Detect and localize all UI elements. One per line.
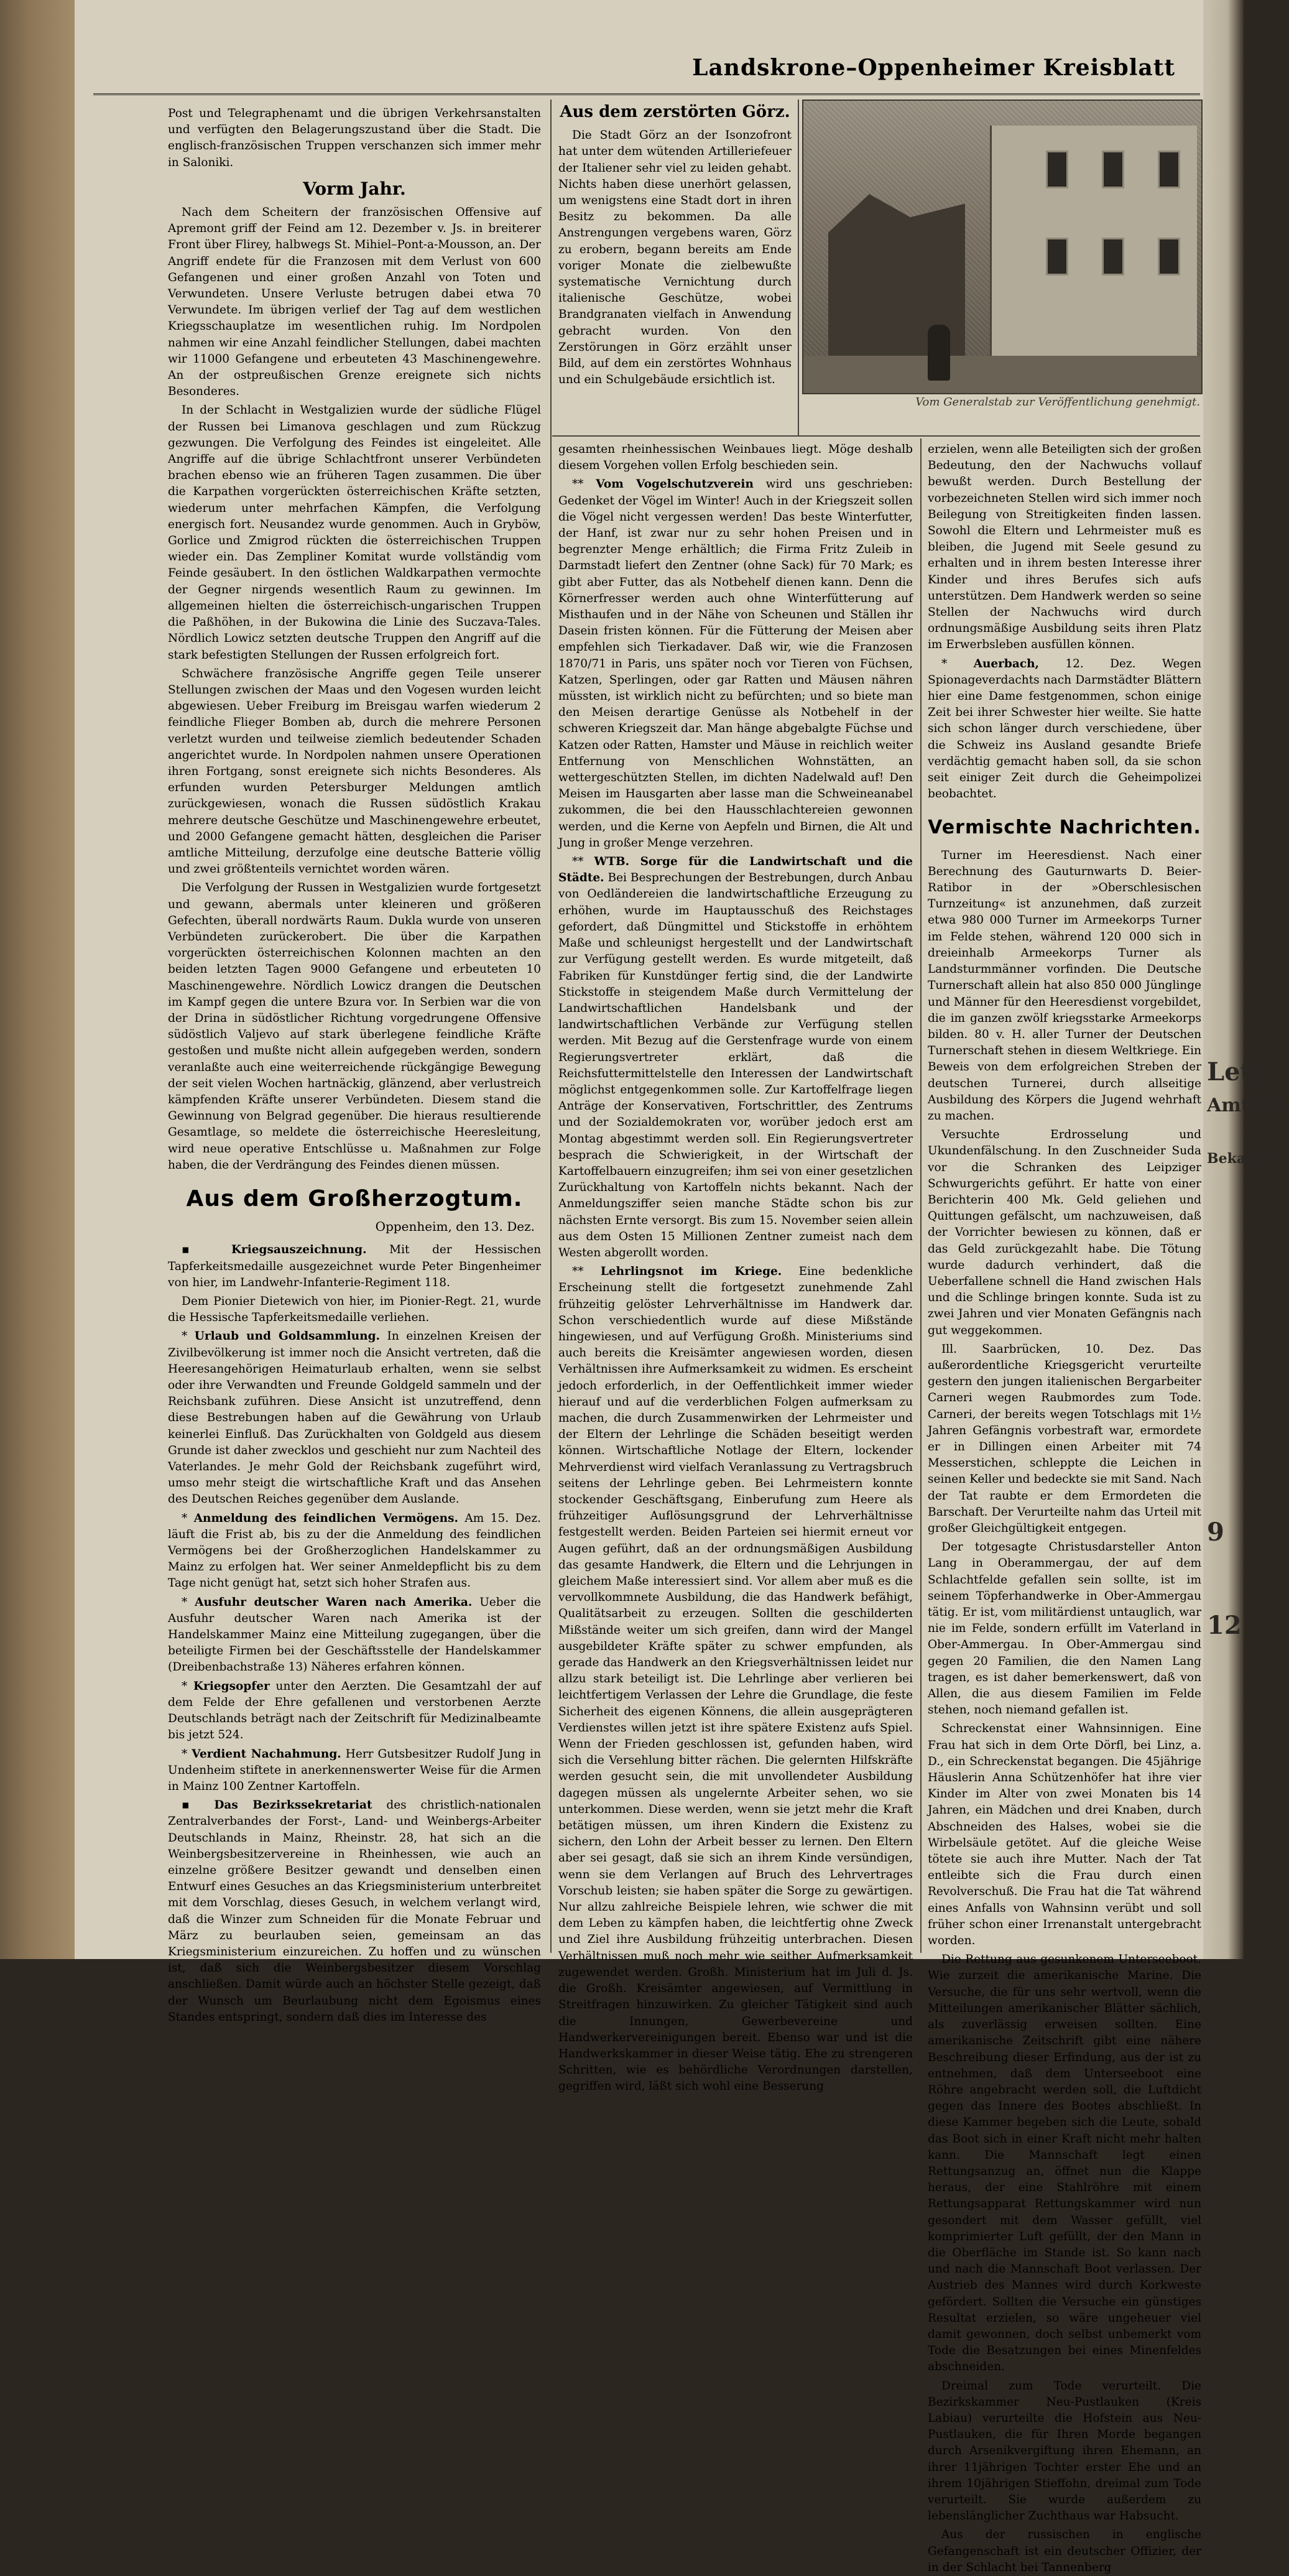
item-head: Anmeldung des feindlichen Vermögens.	[193, 1511, 458, 1525]
item-ausfuhr: * Ausfuhr deutscher Waren nach Amerika. Ueber die Ausfuhr deutscher Waren nach Amerika ist der Handelskammer Mainz eine Mitteilung zugegangen, über die beteiligte Firmen bei der Geschäftsstelle der Handelskammer (Dreibenbachstraße 13) Näheres erfahren können.	[168, 1595, 541, 1674]
column-left	[168, 106, 541, 2024]
news-unterseeboot: Die Rettung aus gesunkenem Unterseeboot. Wie zurzeit die amerikanische Marine. Die Versuche, die für uns sehr wertvoll, wenn die Mitteilungen amerikanischer Blätter sächlich, als zuverlässig erweisen sollten. Eine amerikanische Zeitschrift gibt eine nähere Beschreibung dieser Erfindung, aus der ist zu entnehmen, daß dem Unterseeboot eine Röhre angebracht werden soll, die Luftdicht gegen das Innere des Bootes abschließt. In diese Kammer begeben sich die Leute, sobald das Boot sich in einer Kraft nicht mehr halten kann. Die Mannschaft legt einen Rettungsanzug an, öffnet nun die Klappe heraus, der eine Stahlröhre mit einem Rettungsapparat Rettungskammer wird nun gesondert mit dem Wasser gefüllt, viel komprimierter Luft gefüllt, der den Mann in die Oberfläche im Stande ist. So kann nach und nach die Mannschaft Boot verlassen. Der Austrieb des Mannes wird durch Korkweste gefördert. Sollten die Versuche ein günstiges Resultat erzielen, so wäre ungeheuer viel damit gewonnen, doch selbst unbemerkt vom Tode die Besatzungen bei eines Minenfeldes abschneiden.	[928, 1953, 1201, 2374]
photo-soldier	[928, 325, 950, 381]
item-bezirkssekretariat: ▪ Das Bezirkssekretariat des christlich-nationalen Zentralverbandes der Forst-, Land- und Weinbergs-Arbeiter Deutschlands in Mainz, Rheinstr. 28, hat sich an die Weinbergsbesitzervereine in Rheinhessen, wie auch an einzelne größere Besitzer gewandt und denselben einen Entwurf eines Gesuches an das Kriegsministerium unterbreitet mit dem Vorschlag, dieses Gesuch, in welchem verlangt wird, daß die Winzer zum Schneiden für die Monate Februar und März zu beurlauben seien, gemeinsam an das Kriegsministerium einzureichen. Zu hoffen und zu wünschen ist, daß sich die Weinbergsbesitzer diesem Vorschlag anschließen. Damit würde auch an höchster Stelle gezeigt, daß der Wunsch um Beurlaubung nicht dem Egoismus eines Standes entspringt, sondern daß dies im Interesse des	[168, 1799, 541, 2024]
edge-fragment: 12	[1207, 1611, 1242, 1640]
item-vogelschutz: ** Vom Vogelschutzverein wird uns geschrieben: Gedenket der Vögel im Winter! Auch in der Kriegszeit sollen die Vögel nicht vergessen werden! Das beste Winterfutter, der Hanf, ist zwar nur zu sehr hohen Preisen und in begrenzter Menge erhältlich; die Firma Fritz Zuleib in Darmstadt liefert den Zentner (ohne Sack) für 70 Mark; es gibt aber Futter, das als Notbehelf dienen kann. Denn die Körnerfresser werden auch ohne Winterfütterung auf Misthaufen und in der Nähe von Scheunen und Ställen ihr Dasein fristen können. Für die Fütterung der Meisen aber empfehlen sich Tierkadaver. Daß wir, wie die Franzosen 1870/71 in Paris, uns später noch vor Tieren von Füchsen, Katzen, Sperlingen, oder gar Ratten und Mäusen nähren müssten, ist wirklich nicht zu befürchten; und so biete man den Meisen derartige Genüsse als Notbehelf in der schweren Kriegszeit dar. Man hänge abgebalgte Füchse und Katzen oder Ratten, Hamster und Mäuse in reichlich weiter Entfernung von Menschlichen Wohnstätten, an wettergeschützten Stellen, im dichten Nadelwald auf! Den Meisen im Hausgarten aber lasse man die Schweineanabel zukommen, die bei den Hausschlachtereien gewonnen werden, und die Kerne von Aepfeln und Birnen, die Alt und Jung in großer Menge verzehren.	[558, 478, 913, 850]
news-schreckenstat: Schreckenstat einer Wahnsinnigen. Eine Frau hat sich in dem Orte Dörfl, bei Linz, a. D., ein Schreckenstat begangen. Die 45jährige Häuslerin Anna Schützenhöfer hat ihre vier Kinder im Alter von zwei Monaten bis 14 Jahren, ein Mädchen und drei Knaben, durch Abschneiden des Halses, wobei sie die Wirbelsäule getötet. Auf die gleiche Weise tötete sie auch ihre Mutter. Nach der Tat entleibte sich die Frau durch einen Revolverschuß. Die Frau hat die Tat während eines Anfalls von Wahnsinn verübt und soll früher schon einer Irrenanstalt untergebracht worden.	[928, 1722, 1201, 1948]
intro-text: Post und Telegraphenamt und die übrigen Verkehrsanstalten und verfügten den Belagerungszustand über die Stadt. Die englisch-französischen Truppen verschanzen sich immer mehr in Saloniki.	[168, 107, 541, 169]
news-erdrosselung: Versuchte Erdrosselung und Ukundenfälschung. In den Zuschneider Suda vor die Schranken des Leipziger Schwurgerichts geführt. Er hatte von einer Berichterin 400 Mk. Geld geliehen und Quittungen gefälscht, um nachzuweisen, daß der Vorrichter bewiesen zu können, daß er das Geld zurückgezahlt habe. Die Tötung wurde dadurch verhindert, daß die Ueberfallene schnell die Hand zwischen Hals und die Schlinge bringen konnte. Suda ist zu zwei Jahren und vier Monaten Gefängnis nach gut weggekommen.	[928, 1128, 1201, 1337]
vorm-jahr-p2: In der Schlacht in Westgalizien wurde der südliche Flügel der Russen bei Limanova geschlagen und zum Rückzug gezwungen. Die Verfolgung des Feindes ist eingeleitet. Alle Angriffe auf die übrige Schlachtfront unserer Verbündeten brachen ebenso wie an früheren Tagen zusammen. Die über die Karpathen vorgerückten österreichischen Kräfte setzten, wiederum unter mehrfachen Kämpfen, die Verfolgung energisch fort. Neusandez wurde genommen. Auch in Gryböw, Gorlice und Zmigrod rückten die österreichischen Truppen wieder ein. Das Zempliner Komitat wurde vollständig vom Feinde gesäubert. In den östlichen Waldkarpathen vermochte der Gegner nirgends wesentlich Raum zu gewinnen. Im allgemeinen hielten die österreichisch-ungarischen Truppen die Paßhöhen, in der Bukowina die Linie des Suczava-Tales. Nördlich Lowicz setzten deutsche Truppen den Angriff auf die stark befestigten Stellungen der Russen erfolgreich fort.	[168, 404, 541, 662]
goerz-text: Die Stadt Görz an der Isonzofront hat unter dem wütenden Artilleriefeuer der Italiener sehr viel zu leiden gehabt. Nichts haben diese unerhört gelassen, um wenigstens eine Stadt dort in ihren Besitz zu bekommen. Da alle Anstrengungen vergebens waren, Görz zu erobern, begann bereits am Ende voriger Monate die zielbewußte systematische Vernichtung durch italienische Geschütze, wobei Brandgranaten vielfach in Anwendung gebracht wurden. Von den Zerstörungen in Görz erzählt unser Bild, auf dem ein zerstörtes Wohnhaus und ein Schulgebäude ersichtlich ist.	[558, 129, 792, 387]
item-pionier: Dem Pionier Dietewich von hier, im Pionier-Regt. 21, wurde die Hessische Tapferkeitsmedaille verliehen.	[168, 1295, 541, 1325]
photo-window	[1158, 238, 1180, 276]
photo-window	[1102, 238, 1124, 276]
item-head: Ausfuhr deutscher Waren nach Amerika.	[195, 1595, 473, 1609]
goerz-title: Aus dem zerstörten Görz.	[560, 103, 790, 121]
grossherzogtum-title: Aus dem Großherzogtum.	[186, 1186, 523, 1212]
column-goerz	[558, 103, 792, 432]
edge-fragment: Letz	[1207, 1057, 1266, 1086]
item-auerbach: * Auerbach, 12. Dez. Wegen Spionageverdachts nach Darmstädter Blättern hier eine Dame festgenommen, schon einige Zeit bei ihrer Schwester hier weilte. Sie hatte sich schon länger durch verschiedene, über die Schweiz ins Ausland gesandte Briefe verdächtig gemacht haben soll, da sie schon seit einiger Zeit durch die Geheimpolizei beobachtet.	[928, 657, 1201, 801]
photo-window	[1046, 238, 1068, 276]
col4-intro: erzielen, wenn alle Beteiligten sich der großen Bedeutung, den der Nachwuchs vollauf bewußt werden. Durch Bestellung der vorbezeichneten Stellen wird sich immer noch Beilegung von Streitigkeiten finden lassen. Sowohl die Eltern und Lehrmeister muß es bleiben, die Jugend mit Seele gesund zu erhalten und in ihrem besten Interesse ihrer Kinder und ihres Berufes sich aufs unterstützen. Dem Handwerk werden so seine Stellen der Nachwuchs wird durch ordnungsmäßige Ausbildung seits ihren Platz im Erwerbsleben ausfüllen können.	[928, 443, 1201, 652]
column-rule-3	[920, 438, 922, 1953]
item-head: Vom Vogelschutzverein	[596, 478, 754, 491]
item-head: Verdient Nachahmung.	[192, 1747, 341, 1761]
news-christusdarsteller: Der totgesagte Christusdarsteller Anton Lang in Oberammergau, der auf dem Schlachtfelde gefallen sein sollte, ist im seinem Töpferhandwerke in Ober-Ammergau tätig. Er ist, vom militärdienst untauglich, war nie im Felde, sondern erfüllt im Vaterland in Ober-Ammergau. In Ober-Ammergau sind gegen 20 Familien, die den Namen Lang tragen, es ist daher bemerkenswert, daß von Allen, die aus diesem Familien im Felde stehen, noch niemand gefallen ist.	[928, 1541, 1201, 1717]
news-turner: Turner im Heeresdienst. Nach einer Berechnung des Gauturnwarts D. Beier-Ratibor in der »Oberschlesischen Turnzeitung« ist anzunehmen, daß zurzeit etwa 980 000 Turner im Armeekorps Turner im Felde stehen, während 120 000 sich in dreieinhalb Armeekorps Turner als Landsturmmänner vorfinden. Die Deutsche Turnerschaft allein hat also 850 000 Jünglinge und Männer für den Heeresdienst vorgebildet, die im ganzen zwölf kriegsstarke Armeekorps bilden. 80 v. H. aller Turner der Deutschen Turnerschaft stehen in diesem Weltkriege. Ein Beweis von dem erfolgreichen Streben der deutschen Turnerei, durch allseitige Ausbildung des Körpers die Jugend wehrhaft zu machen.	[928, 848, 1201, 1123]
vorm-jahr-p1: Nach dem Scheitern der französischen Offensive auf Apremont griff der Feind am 12. Dezember v. Js. in breiterer Front über Flirey, halbwegs St. Mihiel–Pont-a-Mousson, an. Der Angriff endete für die Franzosen mit dem Verlust von 600 Gefangenen und einer großen Anzahl von Toten und Verwundeten. Unsere Verluste betrugen dabei etwa 70 Verwundete. Im übrigen verlief der Tag auf dem westlichen Kriegsschauplatze im wesentlichen ruhig. Im Nordpolen nahmen wir eine Anzahl feindlicher Stellungen, dabei machten wir 11000 Gefangene und erbeuteten 43 Maschinengewehre. An der ostpreußischen Grenze ereignete sich nichts Besonderes.	[168, 206, 541, 399]
photo-caption: Vom Generalstab zur Veröffentlichung genehmigt.	[915, 396, 1200, 409]
column-middle	[558, 442, 913, 2093]
item-nachahmung: * Verdient Nachahmung. Herr Gutsbesitzer Rudolf Jung in Undenheim stiftete in anerkennenswerter Weise für die Armen in Mainz 100 Zentner Kartoffeln.	[168, 1747, 541, 1793]
item-landwirtschaft: ** WTB. Sorge für die Landwirtschaft und die Städte. Bei Besprechungen der Bestrebungen, durch Anbau von Oedländereien die landwirtschaftliche Erzeugung zu erhöhen, wurde im Hauptausschuß des Reichstages gefordert, daß Düngmittel und Stickstoffe in erhöhtem Maße und schleunigst hergestellt und der Landwirtschaft zur Verfügung gestellt werden. Es wurde mitgeteilt, daß Fabriken für Kunstdünger fertig sind, die der Landwirte Stickstoffe in steigendem Maße durch Vermittelung der Landwirtschaftlichen Handelsbank und der landwirtschaftlichen Verbände zur Verfügung stellen werden. Mit Bezug auf die Gerstenfrage wurde von einem Regierungsvertreter erklärt, daß die Reichsfuttermittelstelle den Interessen der Landwirtschaft möglichst entgegenkommen solle. Zur Kartoffelfrage liegen Anträge der Konservativen, Fortschrittler, des Zentrums und der Sozialdemokraten vor, worüber jedoch erst am Montag abgestimmt werden soll. Ein Regierungsvertreter besprach die Schwierigkeit, in der Wirtschaft der Kartoffelbauern einzugreifen; ihm sei von einer gesetzlichen Zurückhaltung von Kartoffeln nichts bekannt. Nach der Anmeldungsziffer seien manche Städte schon bis zur nächsten Ernte versorgt. Bis zum 15. November seien allein aus dem Osten 15 Millionen Zentner zumeist nach dem Westen abgerollt worden.	[558, 855, 913, 1259]
photo-rubble	[803, 356, 1201, 393]
section-rule	[552, 435, 1200, 437]
col3-intro: gesamten rheinhessischen Weinbaues liegt. Möge deshalb diesem Vorgehen vollen Erfolg beschieden sein.	[558, 443, 913, 473]
item-head: Auerbach,	[973, 657, 1039, 670]
item-kriegsauszeichnung: ▪ Kriegsauszeichnung. Mit der Hessischen Tapferkeitsmedaille ausgezeichnet wurde Peter Bingenheimer von hier, im Landwehr-Infanterie-Regiment 118.	[168, 1243, 541, 1289]
item-kriegsopfer: * Kriegsopfer unter den Aerzten. Die Gesamtzahl der auf dem Felde der Ehre gefallenen und verstorbenen Aerzte Deutschlands beträgt nach der Zeitschrift für Medizinalbeamte bis jetzt 524.	[168, 1679, 541, 1742]
news-saarbruecken: Ill. Saarbrücken, 10. Dez. Das außerordentliche Kriegsgericht verurteilte gestern den jungen italienischen Bergarbeiter Carneri wegen Raubmordes zum Tode. Carneri, der bereits wegen Totschlags mit 1½ Jahren Gefängnis vorbestraft war, ermordete er in Dillingen einen Arbeiter mit 74 Messerstichen, schleppte die Leichen in seinen Keller und bedeckte sie mit Sand. Nach der Tat raubte er dem Ermordeten die Barschaft. Der Verurteilte nahm das Urteil mit großer Gleichgültigkeit entgegen.	[928, 1342, 1201, 1535]
column-right	[928, 442, 1201, 2574]
edge-fragment: Amtlich	[1207, 1095, 1289, 1116]
news-todesurteil: Dreimal zum Tode verurteilt. Die Bezirkskammer Neu-Pustlauken (Kreis Labiau) verurteilte die Hofstein aus Neu-Pustlauken, die für Ihren Morde begangen durch Arsenikvergiftung ihren Ehemann, an ihrer 11jährigen Tochter erster Ehe und an ihrem 10jährigen Stieffohn, dreimal zum Tode verurteilt. Sie wurde außerdem zu lebenslänglicher Zuchthaus war Habsucht.	[928, 2379, 1201, 2523]
next-page-edge	[1203, 0, 1289, 1959]
news-gefangenschaft: Aus der russischen in englische Gefangenschaft ist ein deutscher Offizier, der in der Schlacht bei Tannenberg	[928, 2528, 1201, 2574]
item-head: Kriegsauszeichnung.	[231, 1243, 367, 1257]
item-head: Urlaub und Goldsammlung.	[194, 1330, 380, 1343]
photo-window	[1158, 151, 1180, 188]
edge-fragment: Bekannt	[1207, 1151, 1272, 1167]
vermischte-title: Vermischte Nachrichten.	[928, 817, 1201, 839]
item-anmeldung: * Anmeldung des feindlichen Vermögens. Am 15. Dez. läuft die Frist ab, bis zu der die Anmeldung des feindlichen Vermögens bei der Großherzoglichen Handelskammer zu Mainz zu erfolgen hat. Wer seiner Anmeldepflicht bis zu dem Tage nicht genügt hat, setzt sich hoher Strafen aus.	[168, 1511, 541, 1590]
vorm-jahr-p4: Die Verfolgung der Russen in Westgalizien wurde fortgesetzt und gewann, abermals unter kleineren und größeren Gefechten, überall nordwärts Raum. Dukla wurde von unseren Verbündeten zurückerobert. Die über die Karpathen vorgerückten österreichischen Kolonnen machten an den beiden letzten Tagen 9000 Gefangene und erbeuteten 10 Maschinengewehre. Nördlich Lowicz drangen die Deutschen im Kampf gegen die untere Bzura vor. In Serbien war die von der Drina in südöstlicher Richtung vorgedrungene Offensive südöstlich Valjevo auf stark überlegene feindliche Kräfte gestoßen und mußte nicht allein aufgegeben werden, sondern veranlaßte auch eine weiterreichende rückgängige Bewegung der seit vielen Wochen hartnäckig, glänzend, aber verlustreich kämpfenden Kräfte unserer Verbündeten. Diesem stand die Gewinnung von Belgrad gegenüber. Die hieraus resultierende Gesamtlage, so meldete die österreichische Heeresleitung, wird neue operative Entschlüsse u. Maßnahmen zur Folge haben, die der Verdrängung des Feindes dienen müssen.	[168, 881, 541, 1172]
dateline: Oppenheim, den 13. Dez.	[375, 1219, 535, 1235]
vorm-jahr-p3: Schwächere französische Angriffe gegen Teile unserer Stellungen zwischen der Maas und den Vogesen wurden leicht abgewiesen. Ueber Freiburg im Breisgau warfen wiederum 2 feindliche Flieger Bomben ab, durch die mehrere Personen verletzt wurden und teilweise ziemlich bedeutender Schaden angerichtet wurde. In Nordpolen nahmen unsere Operationen ihren Fortgang, sonst ereignete sich nichts Besonderes. Als erfunden wurden Petersburger Meldungen amtlich zurückgewiesen, wonach die Russen südöstlich Krakau mehrere deutsche Geschütze und Maschinengewehre erbeutet, und 2000 Gefangene gemacht hätten, desgleichen die Pariser amtliche Mitteilung, derzufolge eine deutsche Batterie völlig und zwei größtenteils vernichtet worden wären.	[168, 667, 541, 876]
column-rule-2	[798, 100, 799, 435]
masthead	[93, 50, 1200, 95]
masthead-title: Landskrone–Oppenheimer Kreisblatt	[692, 55, 1175, 81]
edge-fragment: 9	[1207, 1517, 1224, 1547]
item-head: Lehrlingsnot im Kriege.	[600, 1265, 782, 1279]
item-lehrlingsnot: ** Lehrlingsnot im Kriege. Eine bedenkliche Erscheinung stellt die fortgesetzt zunehmende Zahl frühzeitig gelöster Lehrverhältnisse im Handwerk dar. Schon verschiedentlich wurde auf diese Mißstände hingewiesen, und auf Verfügung Großh. Ministeriums sind auch bereits die Kreisämter angewiesen worden, diesen Verhältnissen ihre Aufmerksamkeit zu widmen. Es erscheint jedoch erforderlich, in der Oeffentlichkeit immer wieder hierauf und auf die verderblichen Folgen aufmerksam zu machen, die durch Zusammenwirken der Lehrmeister und der Eltern der Lehrlinge die Schäden beseitigt werden können. Wirtschaftliche Notlage der Eltern, lockender Mehrverdienst wird vielfach Veranlassung zu Vertragsbruch seitens der Lehrlinge geben. Bei Lehrmeistern konnte stockender Geschäftsgang, Einberufung zum Heere als frühzeitiger Auflösungsgrund der Lehrverhältnisse festgestellt werden. Beiden Parteien sei hiermit erneut vor Augen geführt, daß an der ordnungsmäßigen Ausbildung das gesamte Handwerk, die Eltern und die Lehrjungen in gleichem Maße interessiert sind. Vor allem aber muß es die vervollkommnete Ausbildung, die das Handwerk befähigt, Qualitätsarbeit zu erzeugen. Sollten die geschilderten Mißstände weiter um sich greifen, dann wird der Mangel ausgebildeter Kräfte später zu schwer empfunden, als gerade das Handwerk an den Kriegsverhältnissen leidet nur allzu stark beteiligt ist. Die Lehrlinge aber verlieren bei leichtfertigem Verlassen der Lehre die Grundlage, die feste Sicherheit des eigenen Könnens, die allein ausgeprägteren Verdienstes willen jetzt ist ihre spätere Existenz aufs Spiel. Wenn der Frieden geschlossen ist, gefunden haben, wird sich die Versehlung bitter rächen. Die gelernten Hilfskräfte werden gesucht sein, die mit unvollendeter Ausbildung dagegen müssen als ungelernte Arbeiter sehen, wo sie unterkommen. Diese werden, wenn sie jetzt mehr die Kraft betätigen müssen, um ihren Kindern die Existenz zu sichern, den Lohn der Arbeit besser zu lernen. Den Eltern aber sei gesagt, daß sie sich an ihrem Kinde versündigen, wenn sie dem Verlangen auf Bruch des Lehrvertrages Vorschub leisten; sie haben später die Sorge zu gewärtigen. Nur allzu zahlreiche Beispiele lehren, wie schwer die mit dem Leben zu kämpfen haben, die leichtfertig ohne Zweck und Ziel ihre Ausbildung frühzeitig unterbrachen. Diesen Verhältnissen muß noch mehr wie seither Aufmerksamkeit zugewendet werden. Großh. Ministerium hat im Juli d. Js. die Großh. Kreisämter angewiesen, auf Vermittlung in Streitfragen hinzuwirken. Zu gleicher Tätigkeit sind auch die Innungen, Gewerbevereine und Handwerkervereinigungen bereit. Ebenso war und ist die Handwerkskammer in dieser Weise tätig. Ehe zu strengeren Schritten, wie es behördliche Verordnungen darstellen, gegriffen wird, läßt sich wohl eine Besserung	[558, 1265, 913, 2093]
item-head: WTB. Sorge für die Landwirtschaft und die Städte.	[558, 855, 913, 885]
item-urlaub: * Urlaub und Goldsammlung. In einzelnen Kreisen der Zivilbevölkerung ist immer noch die Ansicht vertreten, daß die Heeresangehörigen Heimaturlaub erhalten, wenn sie selbst oder ihre Verwandten und Freunde Goldgeld sammeln und der Reichsbank zuführen. Diese Ansicht ist unzutreffend, denn diese Bestrebungen haben auf die Gewährung von Urlaub keinerlei Einfluß. Das Zurückhalten von Goldgeld aus diesem Grunde ist daher zwecklos und geschieht nur zum Nachteil des Vaterlandes. Je mehr Gold der Reichsbank zugeführt wird, umso mehr steigt die wirtschaftliche Kraft und das Ansehen des Deutschen Reiches gegenüber dem Auslande.	[168, 1330, 541, 1506]
column-rule-1	[550, 100, 552, 1953]
photo-window	[1102, 151, 1124, 188]
item-head: Kriegsopfer	[193, 1679, 270, 1693]
vorm-jahr-title: Vorm Jahr.	[303, 178, 406, 199]
goerz-photo	[802, 100, 1203, 394]
item-head: Das Bezirkssekretariat	[214, 1799, 372, 1812]
book-binding	[0, 0, 75, 1959]
photo-window	[1046, 151, 1068, 188]
